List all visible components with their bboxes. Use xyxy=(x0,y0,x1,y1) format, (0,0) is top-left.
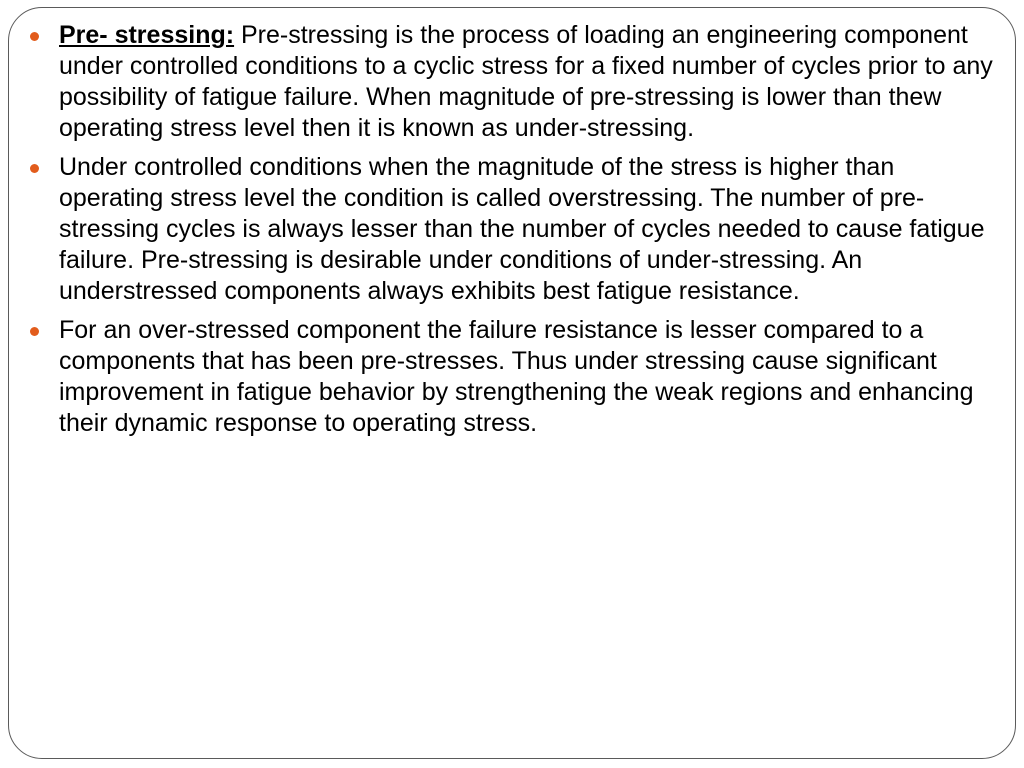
bullet-text: Under controlled conditions when the magnitude of the stress is higher than operating stress level the condition is called overstressing. The number of pre-stressing cycles is always lesser than the number of cycles needed to cause fatigue failure. Pre-stressing is desirable under conditions of under-stressing. An understressed components always exhibits best fatigue resistance. xyxy=(59,153,985,305)
bullet-dot-icon xyxy=(30,32,39,41)
bullet-list xyxy=(0,20,1004,439)
bullet-term: Pre- stressing: xyxy=(59,21,235,49)
slide-content xyxy=(0,20,1004,447)
bullet-item-pre-stressing xyxy=(0,20,999,144)
bullet-item-over-stressed-component xyxy=(0,315,999,439)
bullet-dot-icon xyxy=(30,327,39,336)
bullet-text: Pre-stressing is the process of loading an engineering component under controlled conditions to a cyclic stress for a fixed number of cycles prior to any possibility of fatigue failure. When magnitude of pre-stressing is lower than thew operating stress level then it is known as under-stressing. xyxy=(59,21,993,142)
bullet-text: For an over-stressed component the failure resistance is lesser compared to a components that has been pre-stresses. Thus under stressing cause significant improvement in fatigue behavior by strengthening the weak regions and enhancing their dynamic response to operating stress. xyxy=(59,316,974,437)
bullet-dot-icon xyxy=(30,164,39,173)
bullet-item-overstressing xyxy=(0,152,999,307)
